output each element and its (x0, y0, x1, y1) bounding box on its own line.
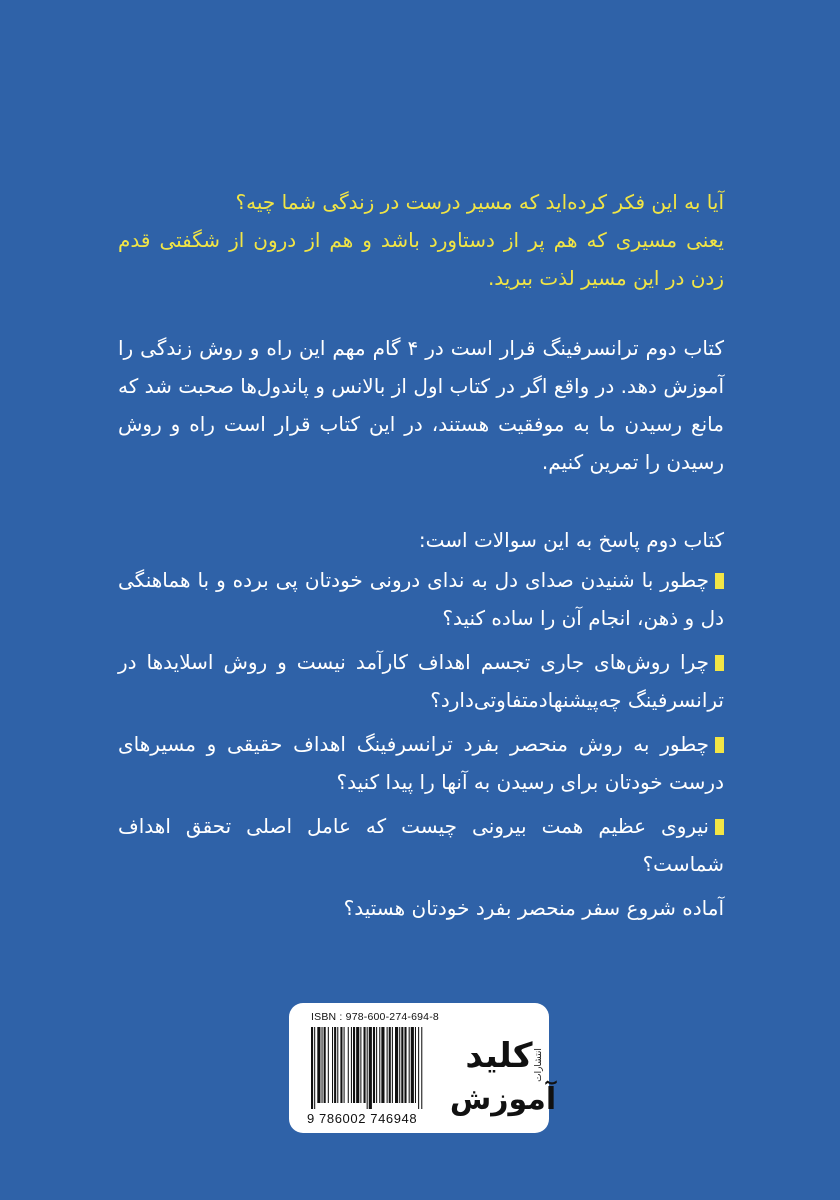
barcode-bar (344, 1027, 345, 1103)
barcode-bar (411, 1027, 414, 1103)
barcode-bar (404, 1027, 406, 1103)
barcode-bar (348, 1027, 349, 1103)
barcode-bar (353, 1027, 355, 1103)
barcode-bar (317, 1027, 320, 1103)
isbn-number: ISBN : 978-600-274-694-8 (311, 1011, 439, 1023)
bullet-square-icon (715, 737, 724, 753)
barcode-digits: 9 786002 746948 (307, 1111, 418, 1126)
barcode-bar (418, 1027, 419, 1109)
barcode-bar (387, 1027, 388, 1103)
description-text (118, 329, 724, 481)
question-item (118, 643, 724, 719)
isbn-sticker (289, 1003, 557, 1133)
barcode-bar (356, 1027, 359, 1103)
barcode-bar (409, 1027, 410, 1103)
bullet-square-icon (715, 573, 724, 589)
barcode-bar (373, 1027, 375, 1103)
barcode-bar (399, 1027, 400, 1103)
barcode-bar (401, 1027, 403, 1103)
questions-lead: کتاب دوم پاسخ به این سوالات است: (418, 528, 724, 552)
intro-text (118, 183, 724, 297)
question-text: چطور به روش منحصر بفرد ترانسرفینگ اهداف حقیقی و مسیرهای درست خودتان برای رسیدن به آنها را پیدا کنید؟ (118, 732, 724, 794)
publisher-logo-top-text: کلید (465, 1036, 533, 1076)
barcode-bar (351, 1027, 352, 1103)
bullet-square-icon (715, 655, 724, 671)
barcode-bar (360, 1027, 361, 1103)
barcode-bar (421, 1027, 422, 1109)
barcode-bar (392, 1027, 393, 1103)
question-text: نیروی عظیم همت بیرونی چیست که عامل اصلی تحقق اهداف شماست؟ (118, 814, 724, 876)
question-text: چرا روش‌های جاری تجسم اهداف کارآمد نیست و روش اسلایدها در ترانسرفینگ چه‌پیشنهادمتفاوتی‌دارد؟ (118, 650, 724, 712)
barcode-bar (369, 1027, 372, 1109)
barcode-bar (376, 1027, 377, 1103)
publisher-logo-small-text: انتشارات (534, 1048, 544, 1082)
intro-line-2: یعنی مسیری که هم پر از دستاورد باشد و هم از درون از شگفتی قدم زدن در این مسیر لذت ببرید. (118, 228, 724, 290)
description-paragraph: کتاب دوم ترانسرفینگ قرار است در ۴ گام مهم این راه و روش زندگی را آموزش دهد. در واقع اگر در کتاب اول از بالانس و پاندول‌ها صحبت شد که مانع رسیدن ما به موفقیت هستند، در این کتاب قرار است راه و روش رسیدن را تمرین کنیم. (118, 336, 724, 474)
barcode-icon (311, 1027, 461, 1109)
closing-question: آماده شروع سفر منحصر بفرد خودتان هستید؟ (343, 896, 724, 920)
barcode-bar (367, 1027, 368, 1109)
question-item (118, 561, 724, 637)
barcode-bar (324, 1027, 326, 1103)
barcode-bar (332, 1027, 333, 1103)
barcode-bar (340, 1027, 342, 1103)
barcode-bar (381, 1027, 384, 1103)
barcode-bar (379, 1027, 380, 1103)
barcode-bar (415, 1027, 416, 1103)
question-text: چطور با شنیدن صدای دل به ندای درونی خودتان پی برده و با هماهنگی دل و ذهن، انجام آن را ساده کنید؟ (118, 568, 724, 630)
barcode-bar (322, 1027, 323, 1103)
intro-line-1: آیا به این فکر کرده‌اید که مسیر درست در زندگی شما چیه؟ (235, 190, 724, 214)
barcode-bar (334, 1027, 336, 1103)
barcode-bar (364, 1027, 366, 1103)
barcode-bar (389, 1027, 391, 1103)
publisher-logo-icon (449, 1025, 557, 1121)
barcode-bar (314, 1027, 315, 1109)
barcode-bar (328, 1027, 329, 1103)
barcode-bar (311, 1027, 313, 1109)
publisher-logo-bottom-text: آموزش (449, 1082, 557, 1117)
question-item (118, 725, 724, 801)
bullet-square-icon (715, 819, 724, 835)
barcode-bar (337, 1027, 338, 1103)
question-item (118, 807, 724, 883)
barcode-bar (395, 1027, 398, 1103)
questions-section (118, 521, 724, 947)
